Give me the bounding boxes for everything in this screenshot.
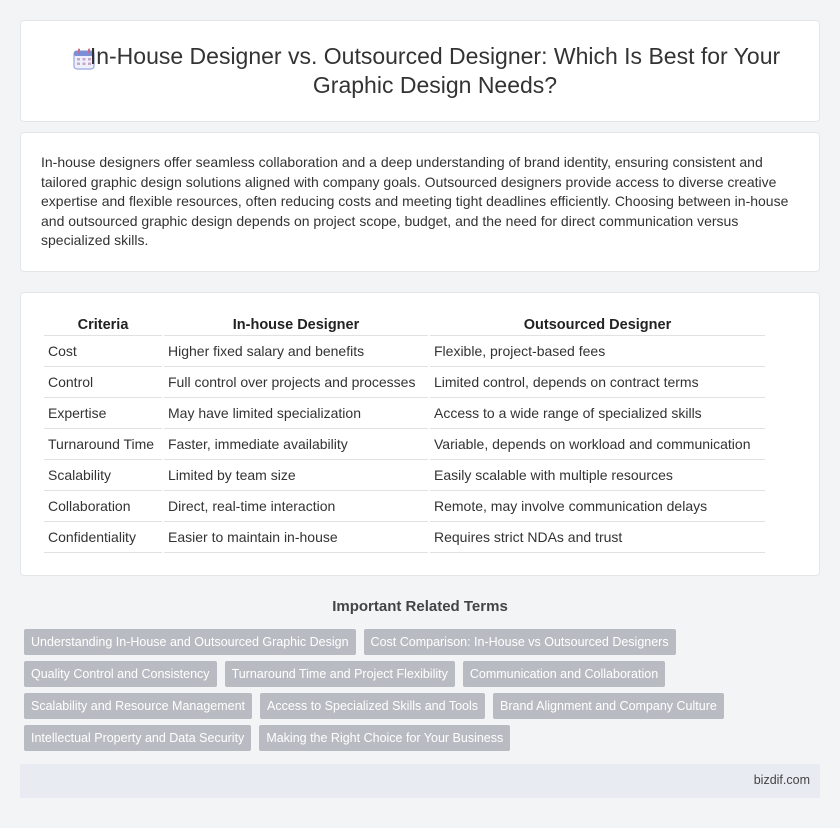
related-tag[interactable]: Intellectual Property and Data Security	[24, 725, 251, 751]
cell-in-house: Easier to maintain in-house	[164, 522, 428, 553]
cell-outsourced: Access to a wide range of specialized skills	[430, 398, 765, 429]
cell-criteria: Control	[44, 367, 162, 398]
related-tag[interactable]: Quality Control and Consistency	[24, 661, 217, 687]
cell-outsourced: Variable, depends on workload and communication	[430, 429, 765, 460]
cell-outsourced: Limited control, depends on contract terms	[430, 367, 765, 398]
table-row	[44, 522, 765, 553]
cell-criteria: Cost	[44, 336, 162, 367]
cell-in-house: Faster, immediate availability	[164, 429, 428, 460]
cell-in-house: Higher fixed salary and benefits	[164, 336, 428, 367]
cell-outsourced: Flexible, project-based fees	[430, 336, 765, 367]
table-row	[44, 336, 765, 367]
table-row	[44, 429, 765, 460]
comparison-card	[20, 292, 820, 576]
footer	[20, 764, 820, 798]
cell-criteria: Expertise	[44, 398, 162, 429]
related-terms-list	[24, 629, 724, 757]
table-row	[44, 460, 765, 491]
cell-in-house: Full control over projects and processes	[164, 367, 428, 398]
header-criteria: Criteria	[44, 315, 162, 336]
cell-in-house: Direct, real-time interaction	[164, 491, 428, 522]
related-tag[interactable]: Communication and Collaboration	[463, 661, 665, 687]
header-in-house: In-house Designer	[164, 315, 428, 336]
cell-in-house: May have limited specialization	[164, 398, 428, 429]
related-tag[interactable]: Understanding In-House and Outsourced Graphic Design	[24, 629, 356, 655]
summary-card	[20, 132, 820, 272]
related-tag[interactable]: Cost Comparison: In-House vs Outsourced Designers	[364, 629, 676, 655]
cell-outsourced: Remote, may involve communication delays	[430, 491, 765, 522]
summary-text: In-house designers offer seamless collaboration and a deep understanding of brand identity, ensuring consistent and tailored graphic design solutions aligned with company goals. Outsourced designers provide access to diverse creative expertise and flexible resources, often reducing costs and meeting tight deadlines efficiently. Choosing between in-house and outsourced graphic design depends on project scope, budget, and the need for direct communication versus specialized skills.	[41, 154, 789, 248]
cell-outsourced: Easily scalable with multiple resources	[430, 460, 765, 491]
cell-criteria: Scalability	[44, 460, 162, 491]
table-row	[44, 398, 765, 429]
table-row	[44, 491, 765, 522]
cell-outsourced: Requires strict NDAs and trust	[430, 522, 765, 553]
footer-brand[interactable]: bizdif.com	[753, 773, 810, 787]
related-tag[interactable]: Turnaround Time and Project Flexibility	[225, 661, 455, 687]
related-tag[interactable]: Brand Alignment and Company Culture	[493, 693, 724, 719]
comparison-table	[42, 315, 767, 553]
cell-criteria: Collaboration	[44, 491, 162, 522]
table-row	[44, 367, 765, 398]
cell-criteria: Turnaround Time	[44, 429, 162, 460]
related-tag[interactable]: Making the Right Choice for Your Business	[259, 725, 510, 751]
header-outsourced: Outsourced Designer	[430, 315, 765, 336]
related-terms-title: Important Related Terms	[332, 598, 508, 615]
cell-in-house: Limited by team size	[164, 460, 428, 491]
page-title: In-House Designer vs. Outsourced Designer: Which Is Best for Your Graphic Design Needs?	[89, 43, 781, 98]
related-tag[interactable]: Scalability and Resource Management	[24, 693, 252, 719]
related-tag[interactable]: Access to Specialized Skills and Tools	[260, 693, 485, 719]
table-header-row	[44, 315, 765, 336]
title-card	[20, 20, 820, 122]
cell-criteria: Confidentiality	[44, 522, 162, 553]
